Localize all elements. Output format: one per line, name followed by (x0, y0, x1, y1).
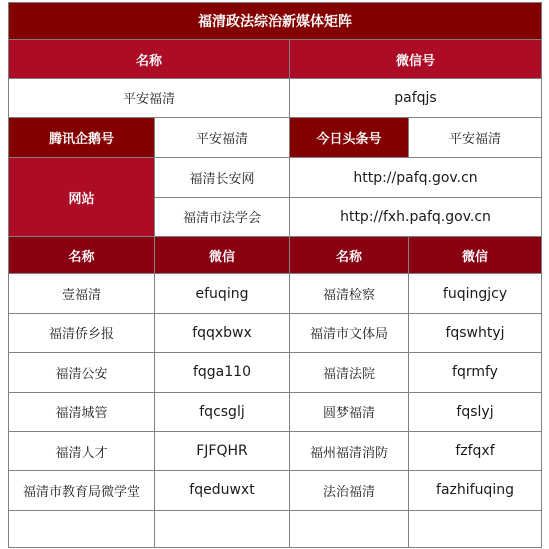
account-name: 福清城管 (9, 392, 155, 431)
main-account-name: 平安福清 (9, 78, 290, 117)
table-title: 福清政法综治新媒体矩阵 (9, 3, 542, 40)
list-header-name: 名称 (290, 237, 409, 274)
toutiao-label: 今日头条号 (290, 118, 409, 158)
table-row (9, 471, 542, 510)
main-account-wechat: pafqjs (290, 78, 542, 117)
empty-cell (9, 510, 155, 547)
account-name: 福清市教育局微学堂 (9, 471, 155, 510)
toutiao-value: 平安福清 (409, 118, 542, 158)
tencent-label: 腾讯企鹅号 (9, 118, 155, 158)
account-name: 福清法院 (290, 353, 409, 392)
main-header-row (9, 40, 542, 78)
account-name: 福清市文体局 (290, 313, 409, 352)
website-name: 福清长安网 (155, 158, 290, 197)
account-name: 圆梦福清 (290, 392, 409, 431)
table-row (9, 313, 542, 352)
title-row (9, 3, 542, 40)
empty-cell (290, 510, 409, 547)
account-wechat: fazhifuqing (409, 471, 542, 510)
media-matrix-table (8, 2, 542, 548)
account-name: 法治福清 (290, 471, 409, 510)
account-wechat: efuqing (155, 274, 290, 313)
account-name: 壹福清 (9, 274, 155, 313)
account-wechat: fzfqxf (409, 431, 542, 470)
empty-cell (155, 510, 290, 547)
account-wechat: fqeduwxt (155, 471, 290, 510)
table-row (9, 392, 542, 431)
list-header-wechat: 微信 (409, 237, 542, 274)
empty-row (9, 510, 542, 547)
account-name: 福清检察 (290, 274, 409, 313)
platforms-row (9, 118, 542, 158)
account-wechat: fqslyj (409, 392, 542, 431)
website-url[interactable]: http://pafq.gov.cn (290, 158, 542, 197)
account-wechat: FJFQHR (155, 431, 290, 470)
account-name: 福州福清消防 (290, 431, 409, 470)
empty-cell (409, 510, 542, 547)
account-name: 福清人才 (9, 431, 155, 470)
account-wechat: fqcsglj (155, 392, 290, 431)
list-header-row (9, 237, 542, 274)
list-header-name: 名称 (9, 237, 155, 274)
website-url[interactable]: http://fxh.pafq.gov.cn (290, 197, 542, 236)
account-wechat: fqrmfy (409, 353, 542, 392)
account-wechat: fuqingjcy (409, 274, 542, 313)
website-label: 网站 (9, 158, 155, 237)
table-row (9, 431, 542, 470)
website-name: 福清市法学会 (155, 197, 290, 236)
tencent-value: 平安福清 (155, 118, 290, 158)
account-name: 福清公安 (9, 353, 155, 392)
list-header-wechat: 微信 (155, 237, 290, 274)
main-account-row (9, 78, 542, 117)
account-wechat: fqga110 (155, 353, 290, 392)
name-header: 名称 (9, 40, 290, 78)
account-name: 福清侨乡报 (9, 313, 155, 352)
website-row-1 (9, 158, 542, 197)
wechat-id-header: 微信号 (290, 40, 542, 78)
table-row (9, 353, 542, 392)
account-wechat: fqswhtyj (409, 313, 542, 352)
table-row (9, 274, 542, 313)
account-wechat: fqqxbwx (155, 313, 290, 352)
